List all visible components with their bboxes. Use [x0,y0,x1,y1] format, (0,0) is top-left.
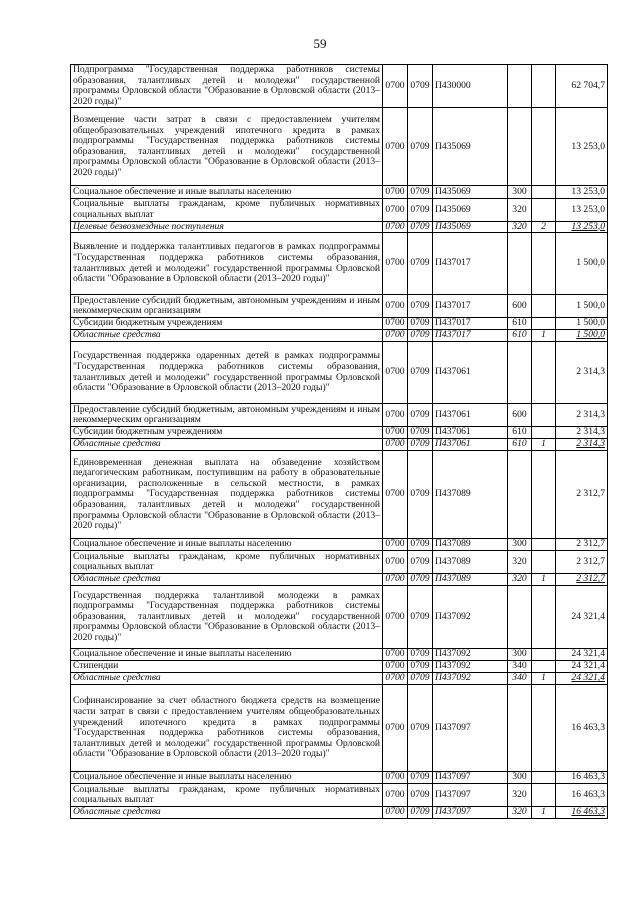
row-expense-type-cell: 300 [508,539,532,551]
row-subsection-cell: 0709 [408,451,433,539]
row-amount-text: 16 463,3 [571,806,605,818]
row-section-cell: 0700 [383,427,408,439]
row-expense-type-cell [508,685,532,772]
row-source-cell [532,784,556,807]
row-subsection-cell: 0709 [408,807,433,819]
row-source-cell: 1 [532,330,556,342]
row-target-article-cell: П437092 [433,649,508,661]
row-section-cell: 0700 [383,221,408,233]
row-name-cell: Предоставление субсидий бюджетным, автономным учреждениям и иным некоммерческим организациям [71,404,383,427]
row-subsection-cell: 0709 [408,539,433,551]
row-section-cell: 0700 [383,295,408,318]
row-section-cell: 0700 [383,318,408,330]
row-amount-cell: 13 253,0 [556,108,608,186]
row-section-cell: 0700 [383,661,408,673]
row-amount-cell [556,330,608,342]
row-amount-cell [556,574,608,586]
row-expense-type-cell: 610 [508,427,532,439]
row-target-article-cell: П437092 [433,586,508,649]
row-source-cell: 1 [532,673,556,685]
table-row [71,574,608,586]
row-amount-cell: 16 463,3 [556,772,608,784]
row-amount-cell: 16 463,3 [556,685,608,772]
row-section-cell: 0700 [383,586,408,649]
table-row [71,807,608,819]
row-subsection-cell: 0709 [408,551,433,574]
row-source-cell [532,427,556,439]
row-source-cell: 1 [532,574,556,586]
row-section-cell: 0700 [383,673,408,685]
row-amount-cell: 2 312,7 [556,551,608,574]
row-expense-type-cell: 600 [508,295,532,318]
row-target-article-cell: П435069 [433,221,508,233]
row-section-cell: 0700 [383,807,408,819]
row-source-cell: 2 [532,221,556,233]
budget-table [70,64,608,819]
row-subsection-cell: 0709 [408,221,433,233]
row-target-article-cell: П435069 [433,108,508,186]
table-row [71,330,608,342]
row-expense-type-cell [508,342,532,404]
row-subsection-cell: 0709 [408,685,433,772]
row-target-article-cell: П435069 [433,199,508,221]
row-amount-cell [556,439,608,451]
row-amount-cell: 13 253,0 [556,199,608,221]
row-amount-cell: 2 314,3 [556,404,608,427]
table-row [71,451,608,539]
row-amount-cell: 1 500,0 [556,295,608,318]
row-name-cell: Социальные выплаты гражданам, кроме публичных нормативных социальных выплат [71,199,383,221]
row-source-cell [532,649,556,661]
table-row [71,439,608,451]
row-name-cell: Субсидии бюджетным учреждениям [71,318,383,330]
row-name-cell: Софинансирование за счет областного бюджета средств на возмещение части затрат в связи с предоставлением учителям общеобразовательных учреждений ипотечного кредита в рамках подпрограммы "Государственная поддержка работников системы образования, талантливых детей и молодежи" государственной программы Орловской области "Образование в Орловской области (2013–2020 годы)" [71,685,383,772]
row-amount-cell [556,673,608,685]
row-target-article-cell: П430000 [433,65,508,108]
row-target-article-cell: П437097 [433,685,508,772]
row-expense-type-cell: 300 [508,772,532,784]
row-subsection-cell: 0709 [408,65,433,108]
row-section-cell: 0700 [383,65,408,108]
row-amount-text: 2 314,3 [576,438,605,450]
table-row [71,685,608,772]
row-expense-type-cell: 320 [508,551,532,574]
row-section-cell: 0700 [383,685,408,772]
row-name-cell: Социальное обеспечение и иные выплаты населению [71,772,383,784]
row-expense-type-cell: 610 [508,318,532,330]
row-name-cell: Областные средства [71,439,383,451]
row-target-article-cell: П437097 [433,772,508,784]
row-source-cell: 1 [532,439,556,451]
row-expense-type-cell: 340 [508,661,532,673]
row-target-article-cell: П435069 [433,186,508,199]
row-subsection-cell: 0709 [408,574,433,586]
row-amount-text: 24 321,4 [571,672,605,684]
row-name-cell: Областные средства [71,330,383,342]
table-row [71,784,608,807]
row-source-cell [532,772,556,784]
row-subsection-cell: 0709 [408,586,433,649]
table-row [71,427,608,439]
row-subsection-cell: 0709 [408,186,433,199]
row-source-cell [532,108,556,186]
row-target-article-cell: П437017 [433,295,508,318]
row-target-article-cell: П437089 [433,551,508,574]
row-section-cell: 0700 [383,551,408,574]
row-target-article-cell: П437017 [433,233,508,295]
row-name-cell: Целевые безвозмездные поступления [71,221,383,233]
row-section-cell: 0700 [383,342,408,404]
row-amount-cell: 1 500,0 [556,233,608,295]
row-amount-cell [556,807,608,819]
row-source-cell: 1 [532,807,556,819]
row-target-article-cell: П437061 [433,439,508,451]
row-source-cell [532,404,556,427]
row-amount-cell: 1 500,0 [556,318,608,330]
page-number: 59 [313,36,327,51]
row-subsection-cell: 0709 [408,649,433,661]
table-row [71,108,608,186]
row-target-article-cell: П437092 [433,661,508,673]
row-source-cell [532,685,556,772]
table-row [71,199,608,221]
table-row [71,186,608,199]
table-row [71,342,608,404]
row-target-article-cell: П437089 [433,539,508,551]
budget-table-body [71,65,608,819]
row-name-cell: Выявление и поддержка талантливых педагогов в рамках подпрограммы "Государственная поддержка работников системы образования, талантливых детей и молодежи" государственной программы Орловской области "Образование в Орловской области (2013–2020 годы)" [71,233,383,295]
table-row [71,233,608,295]
table-row [71,404,608,427]
row-target-article-cell: П437061 [433,342,508,404]
row-expense-type-cell: 320 [508,574,532,586]
row-target-article-cell: П437089 [433,451,508,539]
row-section-cell: 0700 [383,233,408,295]
table-row [71,649,608,661]
row-section-cell: 0700 [383,108,408,186]
row-name-cell: Государственная поддержка талантливой молодежи в рамках подпрограммы "Государственная поддержка работников системы образования, талантливых детей и молодежи" государственной программы Орловской области "Образование в Орловской области (2013–2020 годы)" [71,586,383,649]
row-section-cell: 0700 [383,649,408,661]
row-expense-type-cell: 610 [508,330,532,342]
row-amount-cell: 2 312,7 [556,539,608,551]
row-name-cell: Возмещение части затрат в связи с предоставлением учителям общеобразовательных учреждений ипотечного кредита в рамках подпрограммы "Государственная поддержка работников системы образования, талантливых детей и молодежи" государственной программы Орловской области "Образование в Орловской области (2013–2020 годы)" [71,108,383,186]
row-amount-cell: 24 321,4 [556,661,608,673]
row-expense-type-cell [508,233,532,295]
row-section-cell: 0700 [383,539,408,551]
row-subsection-cell: 0709 [408,330,433,342]
row-expense-type-cell [508,586,532,649]
row-name-cell: Государственная поддержка одаренных детей в рамках подпрограммы "Государственная поддержка работников системы образования, талантливых детей и молодежи" государственной программы Орловской области "Образование в Орловской области (2013–2020 годы)" [71,342,383,404]
row-expense-type-cell: 610 [508,439,532,451]
table-row [71,539,608,551]
row-name-cell: Социальное обеспечение и иные выплаты населению [71,186,383,199]
row-target-article-cell: П437061 [433,404,508,427]
row-name-cell: Стипендии [71,661,383,673]
row-amount-cell: 2 312,7 [556,451,608,539]
row-subsection-cell: 0709 [408,342,433,404]
row-name-cell: Областные средства [71,673,383,685]
row-target-article-cell: П437061 [433,427,508,439]
row-subsection-cell: 0709 [408,108,433,186]
row-subsection-cell: 0709 [408,427,433,439]
row-subsection-cell: 0709 [408,404,433,427]
table-row [71,661,608,673]
row-name-cell: Социальные выплаты гражданам, кроме публичных нормативных социальных выплат [71,784,383,807]
table-row [71,295,608,318]
row-target-article-cell: П437017 [433,330,508,342]
row-expense-type-cell: 320 [508,199,532,221]
row-source-cell [532,551,556,574]
row-source-cell [532,233,556,295]
row-expense-type-cell [508,451,532,539]
row-amount-cell: 24 321,4 [556,649,608,661]
row-subsection-cell: 0709 [408,318,433,330]
row-amount-cell: 24 321,4 [556,586,608,649]
row-name-cell: Подпрограмма "Государственная поддержка работников системы образования, талантливых детей и молодежи" государственной программы Орловской области "Образование в Орловской области (2013–2020 годы)" [71,65,383,108]
row-source-cell [532,65,556,108]
row-section-cell: 0700 [383,186,408,199]
row-expense-type-cell: 320 [508,784,532,807]
row-target-article-cell: П437097 [433,807,508,819]
row-amount-text: 1 500,0 [576,329,605,341]
row-target-article-cell: П437092 [433,673,508,685]
row-expense-type-cell [508,108,532,186]
row-expense-type-cell: 320 [508,221,532,233]
row-expense-type-cell: 300 [508,649,532,661]
table-row [71,65,608,108]
row-subsection-cell: 0709 [408,233,433,295]
row-name-cell: Областные средства [71,574,383,586]
row-section-cell: 0700 [383,404,408,427]
row-name-cell: Социальные выплаты гражданам, кроме публичных нормативных социальных выплат [71,551,383,574]
row-subsection-cell: 0709 [408,661,433,673]
table-row [71,586,608,649]
row-source-cell [532,199,556,221]
row-expense-type-cell: 340 [508,673,532,685]
row-expense-type-cell: 320 [508,807,532,819]
row-subsection-cell: 0709 [408,673,433,685]
row-amount-text: 2 312,7 [576,573,605,585]
row-subsection-cell: 0709 [408,295,433,318]
row-amount-text: 13 253,0 [571,220,605,232]
row-expense-type-cell: 600 [508,404,532,427]
row-target-article-cell: П437097 [433,784,508,807]
row-subsection-cell: 0709 [408,199,433,221]
row-amount-cell: 13 253,0 [556,186,608,199]
row-section-cell: 0700 [383,439,408,451]
row-amount-cell [556,221,608,233]
row-name-cell: Субсидии бюджетным учреждениям [71,427,383,439]
row-name-cell: Областные средства [71,807,383,819]
row-section-cell: 0700 [383,330,408,342]
row-subsection-cell: 0709 [408,439,433,451]
row-section-cell: 0700 [383,772,408,784]
row-source-cell [532,186,556,199]
table-row [71,221,608,233]
row-subsection-cell: 0709 [408,772,433,784]
row-amount-cell: 16 463,3 [556,784,608,807]
row-name-cell: Предоставление субсидий бюджетным, автономным учреждениям и иным некоммерческим организациям [71,295,383,318]
row-source-cell [532,586,556,649]
row-target-article-cell: П437017 [433,318,508,330]
row-source-cell [532,451,556,539]
table-row [71,772,608,784]
row-target-article-cell: П437089 [433,574,508,586]
row-section-cell: 0700 [383,199,408,221]
row-source-cell [532,318,556,330]
row-expense-type-cell: 300 [508,186,532,199]
row-section-cell: 0700 [383,574,408,586]
row-source-cell [532,539,556,551]
table-row [71,318,608,330]
row-expense-type-cell [508,65,532,108]
row-source-cell [532,342,556,404]
row-section-cell: 0700 [383,784,408,807]
row-section-cell: 0700 [383,451,408,539]
table-row [71,673,608,685]
row-name-cell: Единовременная денежная выплата на обзаведение хозяйством педагогическим работникам, поступившим на работу в образовательные организации, расположенные в сельской местности, в рамках подпрограммы "Государственная поддержка работников системы образования, талантливых детей и молодежи" государственной программы Орловской области "Образование в Орловской области (2013–2020 годы)" [71,451,383,539]
row-source-cell [532,661,556,673]
row-name-cell: Социальное обеспечение и иные выплаты населению [71,649,383,661]
row-amount-cell: 62 704,7 [556,65,608,108]
row-name-cell: Социальное обеспечение и иные выплаты населению [71,539,383,551]
table-row [71,551,608,574]
row-source-cell [532,295,556,318]
row-amount-cell: 2 314,3 [556,342,608,404]
row-subsection-cell: 0709 [408,784,433,807]
row-amount-cell: 2 314,3 [556,427,608,439]
